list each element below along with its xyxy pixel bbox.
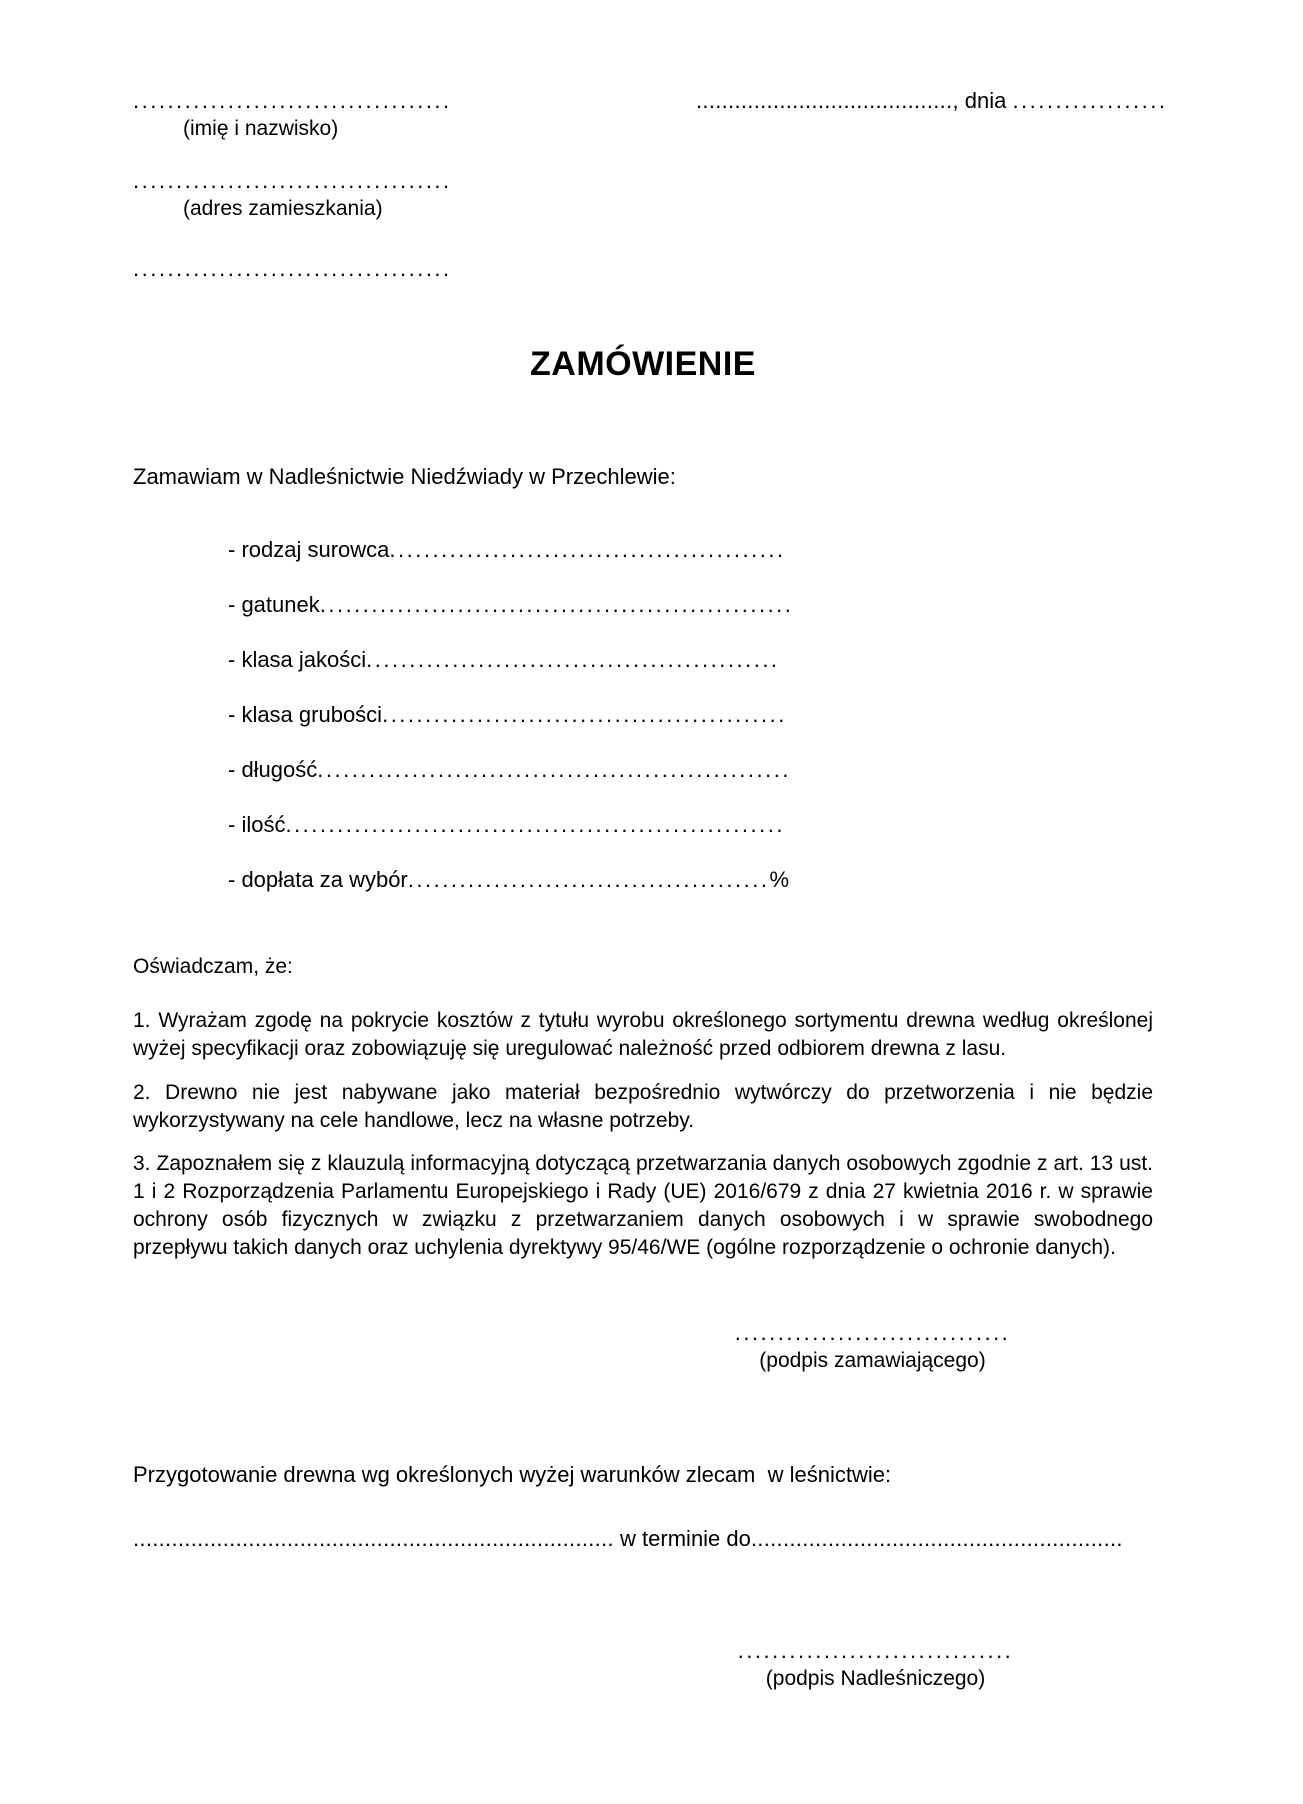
declaration-paragraph-1: 1. Wyrażam zgodę na pokrycie kosztów z tytułu wyrobu określonego sortymentu drewna według określonej wyżej specyfikacji oraz zobowiązuję się uregulować należność przed odbiorem drewna z lasu. [133,1009,1153,1060]
order-item-label: - długość [228,757,318,782]
order-item-label: - klasa jakości [228,647,367,672]
order-item-leader: ................................................ [366,647,780,672]
order-item-thickness-class [228,702,1153,728]
order-item-suffix-percent: % [769,867,790,892]
city-date-line [696,88,1167,114]
declaration-paragraph-2: 2. Drewno nie jest nabywane jako materiał bezpośrednio wytwórczy do przetworzenia i nie będzie wykorzystywany na cele handlowe, lecz na własne potrzeby. [133,1081,1153,1132]
order-item-quantity [228,812,1153,838]
order-item-leader: .............................................. [389,537,786,562]
forestry-instruction: Przygotowanie drewna wg określonych wyżej warunków zlecam w leśnictwie: [133,1462,892,1487]
order-item-label: - rodzaj surowca [228,537,390,562]
orderer-signature-block [730,1320,1015,1374]
document-title: ZAMÓWIENIE [530,345,756,383]
order-item-leader: .......................................... [407,867,770,892]
place-blank-dots: ........................................ [696,88,953,113]
order-item-species [228,592,1153,618]
address-caption: (adres zamieszkania) [183,197,383,220]
term-blank-dots: .......................................................... [750,1526,1123,1551]
order-item-leader: ....................................................... [317,757,791,782]
declaration-paragraph-3: 3. Zapoznałem się z klauzulą informacyjną dotyczącą przetwarzania danych osobowych zgodnie z art. 13 ust. 1 i 2 Rozporządzenia Parlamentu Europejskiego i Rady (UE) 2016/679 z dnia 27 kwietnia 2016 r. w sprawie ochrony osób fizycznych w związku z przetwarzaniem danych osobowych i w sprawie swobodnego przepływu takich danych oraz uchylenia dyrektywy 95/46/WE (ogólne rozporządzenie o ochronie danych). [133,1152,1153,1259]
declaration-heading: Oświadczam, że: [133,955,293,978]
order-intro: Zamawiam w Nadleśnictwie Niedźwiady w Przechlewie: [133,464,676,489]
date-label: , dnia [952,88,1013,113]
order-item-label: - ilość [228,812,286,837]
order-item-quality-class [228,647,1153,673]
order-item-selection-surcharge [228,867,1153,893]
order-item-label: - dopłata za wybór [228,867,408,892]
forester-signature-block [733,1638,1018,1692]
term-label: w terminie do [613,1526,751,1551]
forester-signature-line: ................................ [737,1638,1014,1663]
orderer-signature-caption: (podpis zamawiającego) [759,1349,986,1372]
order-item-leader: ....................................................... [319,592,794,617]
orderer-signature-line: ................................ [734,1320,1011,1345]
order-items-list [133,537,1153,893]
order-item-leader: .......................................................... [285,812,785,837]
forestry-blank-dots: ........................................................................... [133,1526,614,1551]
address-blank-line: ..................................... [133,168,452,193]
forestry-term-line [133,1526,1153,1552]
third-blank-line: ..................................... [133,256,452,281]
order-item-leader: ............................................... [382,702,787,727]
order-item-length [228,757,1153,783]
document-header [133,88,1168,282]
date-blank-dots: .................. [1012,88,1168,113]
name-blank-line: ..................................... [133,88,452,113]
name-caption: (imię i nazwisko) [183,117,339,140]
order-item-label: - gatunek [228,592,320,617]
order-item-material [228,537,1153,563]
forester-signature-caption: (podpis Nadleśniczego) [765,1667,986,1690]
order-item-label: - klasa grubości [228,702,383,727]
